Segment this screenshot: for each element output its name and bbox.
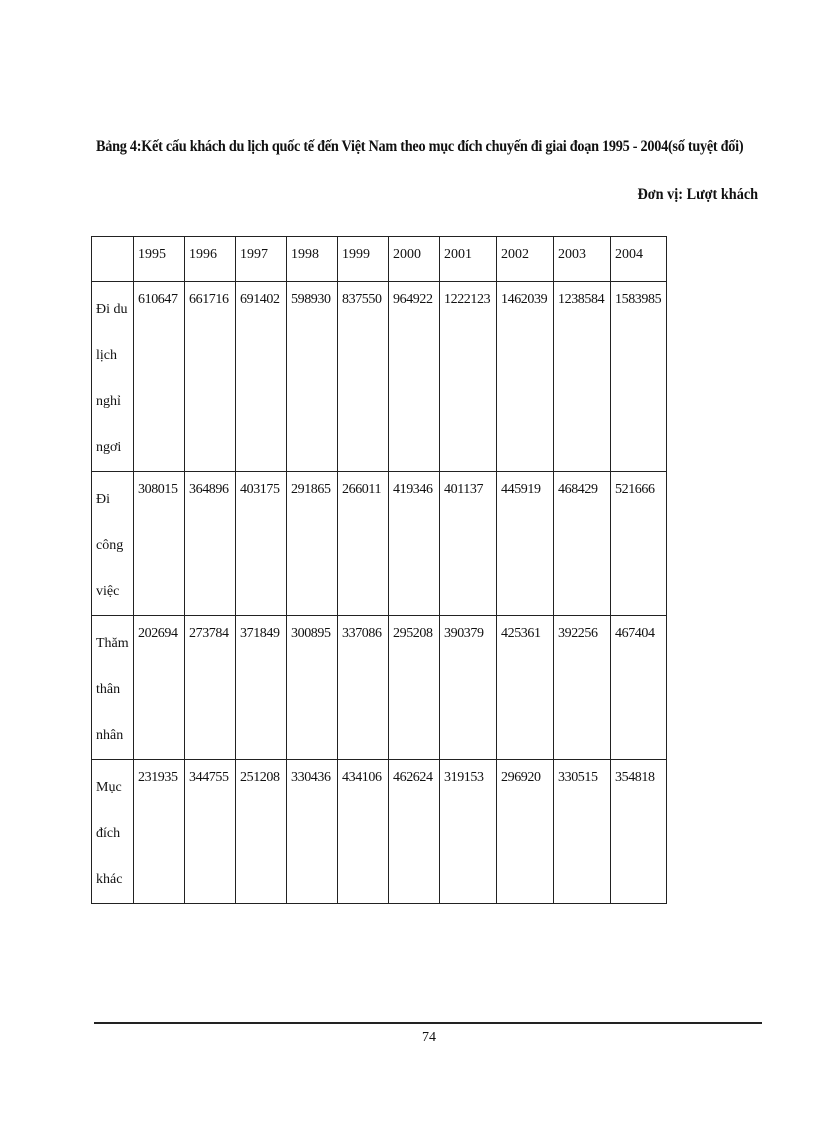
table-cell: 1222123 [440,282,497,472]
header-cell-year: 1995 [134,237,185,282]
table-cell: 295208 [389,616,440,760]
table-cell: 300895 [287,616,338,760]
footer-divider [94,1022,762,1024]
tourist-purpose-table [91,236,667,904]
table-cell: 462624 [389,760,440,904]
table-cell: 401137 [440,472,497,616]
table-cell: 266011 [338,472,389,616]
header-cell-year: 2002 [497,237,554,282]
table-cell: 837550 [338,282,389,472]
table-cell: 251208 [236,760,287,904]
table-cell: 691402 [236,282,287,472]
table-row [92,760,667,904]
table-cell: 273784 [185,616,236,760]
table-cell: 296920 [497,760,554,904]
table-cell: 231935 [134,760,185,904]
header-cell-empty [92,237,134,282]
header-cell-year: 2000 [389,237,440,282]
page-number: 74 [422,1030,436,1045]
table-cell: 419346 [389,472,440,616]
table-cell: 344755 [185,760,236,904]
row-label: Mục đích khác [92,760,134,904]
table-cell: 202694 [134,616,185,760]
table-cell: 390379 [440,616,497,760]
header-cell-year: 1997 [236,237,287,282]
table-cell: 308015 [134,472,185,616]
table-cell: 445919 [497,472,554,616]
table-cell: 467404 [611,616,667,760]
row-label: Đi du lịch nghỉ ngơi [92,282,134,472]
header-cell-year: 1998 [287,237,338,282]
table-title: Bảng 4:Kết cấu khách du lịch quốc tế đến Việt Nam theo mục đích chuyến đi giai đoạn 1995 - 2004(số tuyệt đối) [96,138,744,155]
table-cell: 1462039 [497,282,554,472]
table-header-row [92,237,667,282]
table-cell: 364896 [185,472,236,616]
table-cell: 598930 [287,282,338,472]
table-cell: 403175 [236,472,287,616]
table-cell: 661716 [185,282,236,472]
table-cell: 425361 [497,616,554,760]
table-cell: 354818 [611,760,667,904]
table-row [92,472,667,616]
header-cell-year: 2001 [440,237,497,282]
unit-label: Đơn vị: Lượt khách [637,186,758,203]
table-cell: 337086 [338,616,389,760]
table-cell: 330436 [287,760,338,904]
row-label: Thăm thân nhân [92,616,134,760]
row-label: Đi công việc [92,472,134,616]
header-cell-year: 1999 [338,237,389,282]
table-cell: 330515 [554,760,611,904]
table-row [92,616,667,760]
table-cell: 964922 [389,282,440,472]
table-cell: 468429 [554,472,611,616]
table-cell: 392256 [554,616,611,760]
header-cell-year: 1996 [185,237,236,282]
table-cell: 1583985 [611,282,667,472]
header-cell-year: 2003 [554,237,611,282]
header-cell-year: 2004 [611,237,667,282]
table-cell: 319153 [440,760,497,904]
table-row [92,282,667,472]
table-cell: 291865 [287,472,338,616]
table-cell: 371849 [236,616,287,760]
table-cell: 434106 [338,760,389,904]
table-cell: 1238584 [554,282,611,472]
table-cell: 610647 [134,282,185,472]
table-cell: 521666 [611,472,667,616]
